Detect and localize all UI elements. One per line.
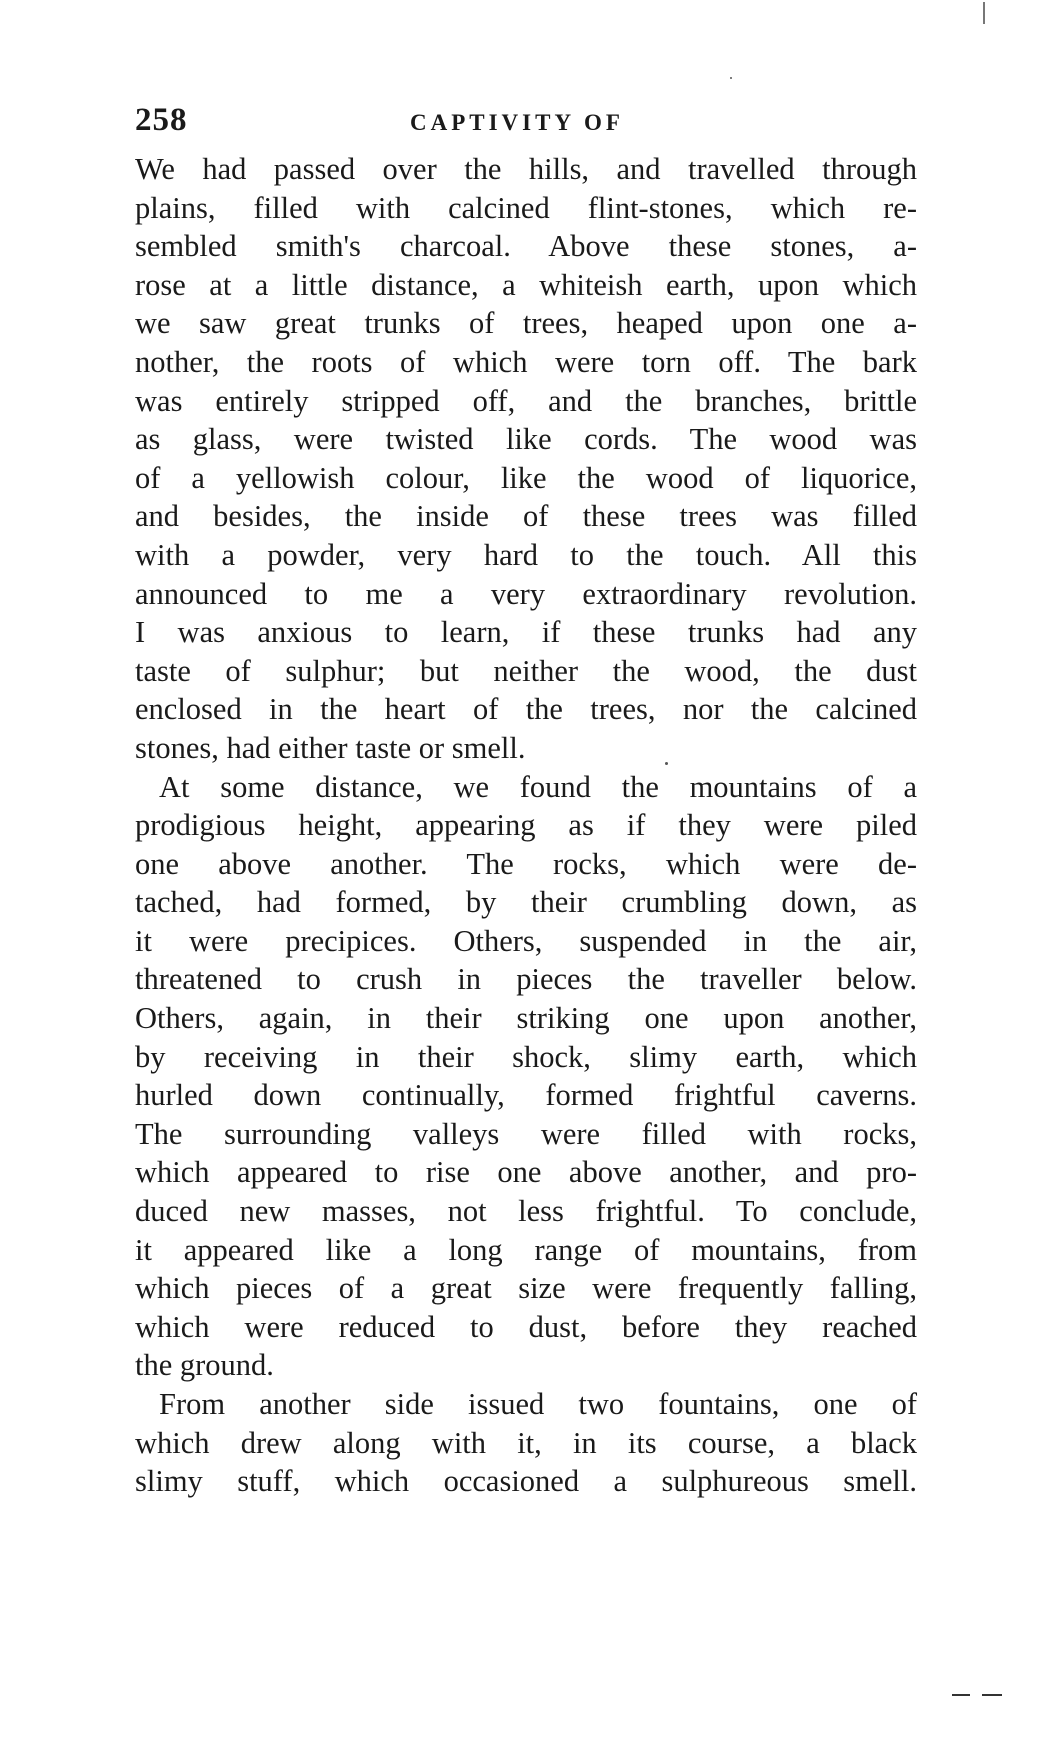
text-line: Others, again, in their striking one upon another, (135, 1001, 917, 1036)
text-line: rose at a little distance, a whiteish earth, upon which (135, 267, 917, 302)
text-line: We had passed over the hills, and travelled through (135, 152, 917, 186)
text-line: with a powder, very hard to the touch. All this (135, 537, 917, 572)
print-speck (730, 77, 732, 79)
text-line: which pieces of a great size were frequently falling, (135, 1271, 917, 1306)
text-line: of a yellowish colour, like the wood of liquorice, (135, 460, 917, 495)
text-line: prodigious height, appearing as if they were piled (135, 808, 917, 843)
page-edge-mark (983, 2, 985, 24)
body-text (135, 150, 917, 1501)
page-number: 258 (135, 102, 188, 138)
text-line: as glass, were twisted like cords. The wood was (135, 422, 917, 457)
text-line: was entirely stripped off, and the branches, brittle (135, 383, 917, 418)
text-line: which appeared to rise one above another, and pro- (135, 1155, 917, 1190)
page-header (135, 100, 895, 144)
running-head: CAPTIVITY OF (410, 110, 624, 135)
print-speck (665, 762, 668, 765)
text-line: duced new masses, not less frightful. To conclude, (135, 1194, 917, 1229)
page-edge-mark (952, 1694, 1004, 1698)
text-line: I was anxious to learn, if these trunks had any (135, 615, 917, 650)
text-line: and besides, the inside of these trees was filled (135, 499, 917, 534)
text-line: hurled down continually, formed frightful caverns. (135, 1078, 917, 1113)
text-line: plains, filled with calcined flint-stones, which re- (135, 190, 917, 225)
text-line: slimy stuff, which occasioned a sulphureous smell. (135, 1464, 917, 1499)
text-line: it were precipices. Others, suspended in the air, (135, 923, 917, 958)
text-line: the ground. (135, 1348, 274, 1383)
text-line: announced to me a very extraordinary revolution. (135, 576, 917, 611)
text-line: by receiving in their shock, slimy earth, which (135, 1039, 917, 1074)
text-line: which drew along with it, in its course, a black (135, 1425, 917, 1460)
text-line: The surrounding valleys were filled with rocks, (135, 1116, 917, 1151)
text-line: tached, had formed, by their crumbling down, as (135, 885, 917, 920)
text-line: stones, had either taste or smell. (135, 730, 526, 765)
text-line: taste of sulphur; but neither the wood, the dust (135, 653, 917, 688)
text-line: it appeared like a long range of mountains, from (135, 1232, 917, 1267)
text-line: From another side issued two fountains, one of (159, 1387, 917, 1421)
text-line: which were reduced to dust, before they reached (135, 1309, 917, 1344)
text-line: nother, the roots of which were torn off. The bark (135, 344, 917, 379)
text-line: we saw great trunks of trees, heaped upon one a- (135, 306, 917, 341)
text-line: enclosed in the heart of the trees, nor the calcined (135, 692, 917, 727)
text-line: At some distance, we found the mountains of a (159, 769, 917, 804)
text-line: one above another. The rocks, which were de- (135, 846, 917, 881)
text-line: sembled smith's charcoal. Above these stones, a- (135, 229, 917, 264)
text-line: threatened to crush in pieces the traveller below. (135, 962, 917, 997)
